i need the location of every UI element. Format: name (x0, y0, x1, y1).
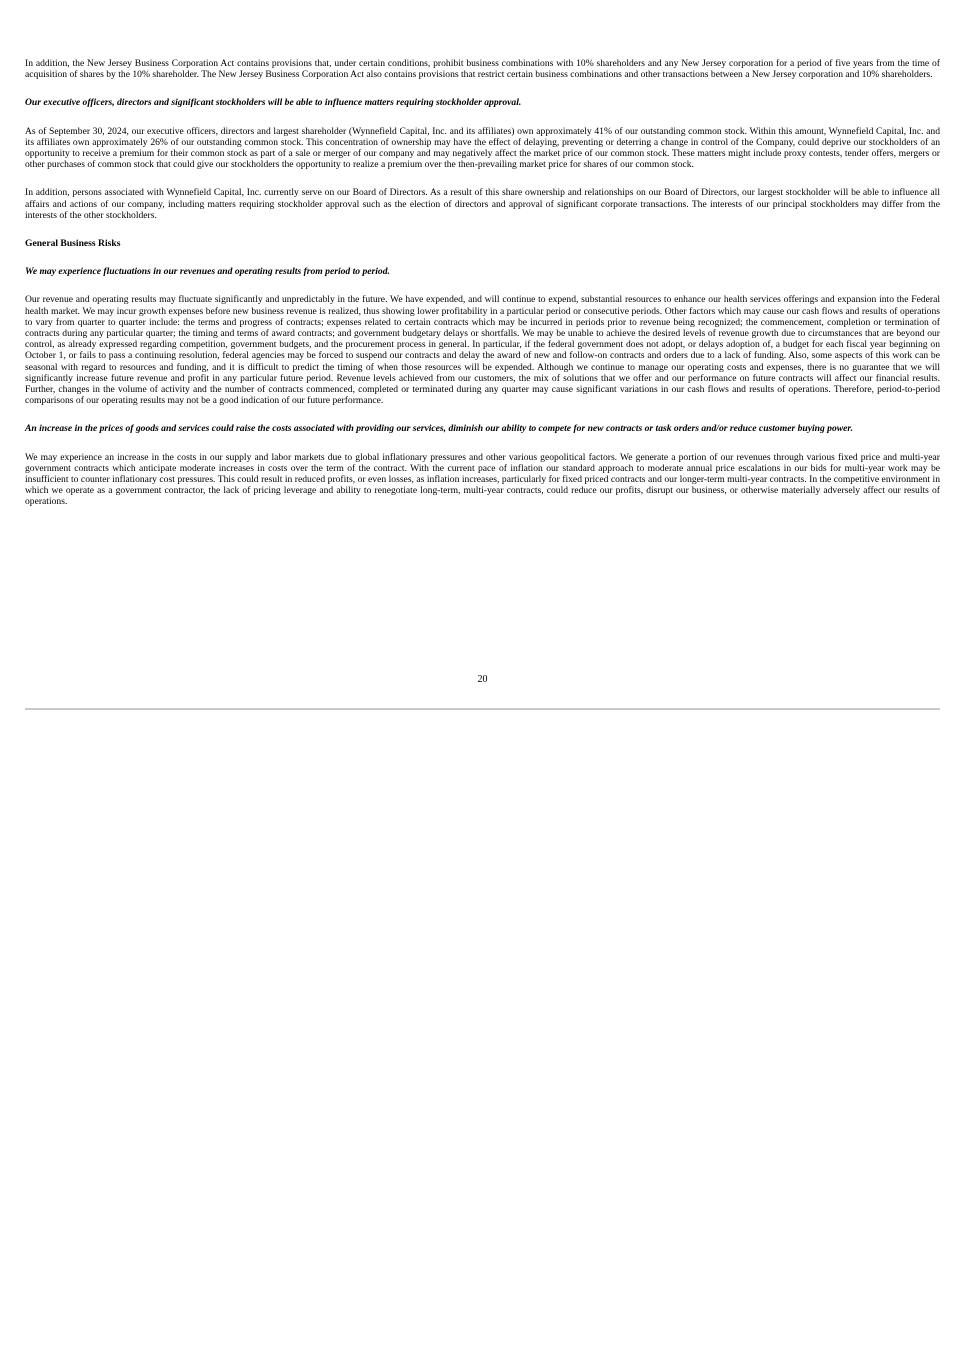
risk-heading-revenue-fluctuations: We may experience fluctuations in our revenues and operating results from period to period. (25, 266, 390, 278)
risk-heading-inflation: An increase in the prices of goods and services could raise the costs associated with providing our services, diminish our ability to compete for new contracts or task orders and/or reduce customer buying power. (25, 423, 854, 435)
paragraph-inflation: We may experience an increase in the costs in our supply and labor markets due to global inflationary pressures and other various geopolitical factors. We generate a portion of our revenues through various fixed price and multi-year government contracts which anticipate moderate increases in costs over the term of the contract. With the current pace of inflation our standard approach to moderate annual price escalations in our bids for multi-year work may be insufficient to counter inflationary cost pressures. This could result in reduced profits, or even losses, as inflation increases, particularly for fixed priced contracts and our longer-term multi-year contracts. In the competitive environment in which we operate as a government contractor, the lack of pricing leverage and ability to renegotiate long-term, multi-year contracts, could reduce our profits, disrupt our business, or otherwise materially adversely affect our results of operations. (25, 451, 940, 508)
paragraph-ownership-concentration: As of September 30, 2024, our executive officers, directors and largest shareholder (Wynnefield Capital, Inc. and its affiliates) own approximately 41% of our outstanding common stock. Within this amount, Wynnefield Capital, Inc. and its affiliates own approximately 26% of our outstanding common stock. This concentration of ownership may have the effect of delaying, preventing or deterring a change in control of the Company, could deprive our stockholders of an opportunity to receive a premium for their common stock as part of a sale or merger of our company and may negatively affect the market price of our common stock. These matters might include proxy contests, tender offers, mergers or other purchases of common stock that could give our stockholders the opportunity to realize a premium over the then-prevailing market price for shares of our common stock. (25, 125, 940, 171)
section-heading-general-business-risks: General Business Risks (25, 238, 121, 250)
page-number: 20 (477, 674, 488, 685)
page-divider (25, 708, 940, 710)
paragraph-board-representation: In addition, persons associated with Wynnefield Capital, Inc. currently serve on our Board of Directors. As a result of this share ownership and relationships on our Board of Directors, our largest stockholder will be able to influence all affairs and actions of our company, including matters requiring stockholder approval such as the election of directors and approval of significant corporate transactions. The interests of our principal stockholders may differ from the interests of the other stockholders. (25, 187, 940, 221)
risk-heading-stockholder-influence: Our executive officers, directors and significant stockholders will be able to influence matters requiring stockholder approval. (25, 97, 522, 109)
paragraph-revenue-fluctuations: Our revenue and operating results may fluctuate significantly and unpredictably in the future. We have expended, and will continue to expend, substantial resources to enhance our health services offerings and expansion into the Federal health market. We may incur growth expenses before new business revenue is realized, thus showing lower profitability in a particular period or consecutive periods. Other factors which may cause our cash flows and results of operations to vary from quarter to quarter include: the terms and progress of contracts; expenses related to certain contracts which may be incurred in periods prior to revenue being recognized; the commencement, completion or termination of contracts during any particular quarter; the timing and terms of award contracts; and government budgetary delays or shortfalls. We may be unable to achieve the desired levels of revenue growth due to circumstances that are beyond our control, as already expressed regarding competition, government budgets, and the procurement process in general. In particular, if the federal government does not adopt, or delays adoption of, a budget for each fiscal year beginning on October 1, or fails to pass a continuing resolution, federal agencies may be forced to suspend our contracts and delay the award of new and follow-on contracts and orders due to a lack of funding. Also, some aspects of this work can be seasonal with regard to resources and funding, and it is difficult to predict the timing of when those resources will be expended. Although we continue to manage our operating costs and expenses, there is no guarantee that we will significantly increase future revenue and profit in any particular future period. Revenue levels achieved from our customers, the mix of solutions that we offer and our performance on future contracts will affect our financial results. Further, changes in the volume of activity and the number of contracts commenced, completed or terminated during any quarter may cause significant variations in our cash flows and results of operations. Therefore, period-to-period comparisons of our operating results may not be a good indication of our future performance. (25, 294, 940, 407)
document-page (25, 58, 940, 525)
paragraph-nj-business-corporation-act: In addition, the New Jersey Business Corporation Act contains provisions that, under certain conditions, prohibit business combinations with 10% shareholders and any New Jersey corporation for a period of five years from the time of acquisition of shares by the 10% shareholder. The New Jersey Business Corporation Act also contains provisions that restrict certain business combinations and other transactions between a New Jersey corporation and 10% shareholders. (25, 58, 940, 81)
